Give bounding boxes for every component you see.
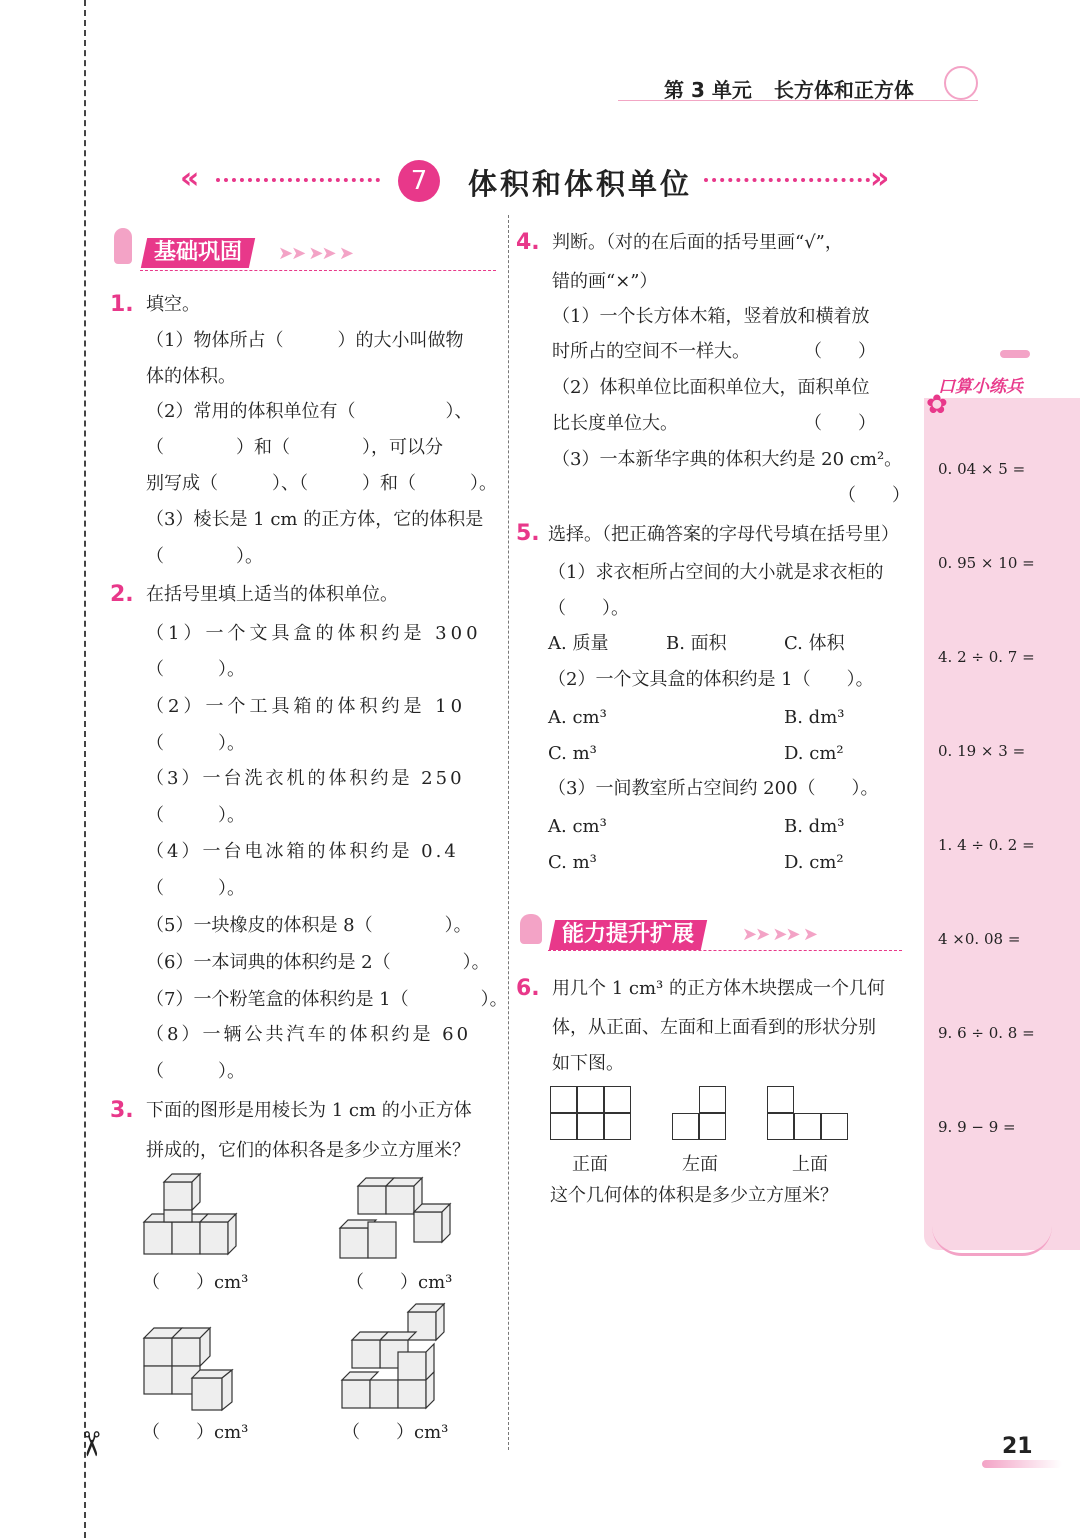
unit-label: 第 3 单元 [664, 78, 752, 102]
q2-line: （6）一本词典的体积约是 2（ ）。 [146, 952, 490, 973]
q1-line: （3）棱长是 1 cm 的正方体，它的体积是 [146, 509, 484, 530]
q3-line: 下面的图形是用棱长为 1 cm 的小正方体 [146, 1100, 472, 1121]
q4-line: 错的画“×”） [552, 271, 658, 292]
sidebar-item: 9. 6 ÷ 0. 8 = [938, 1024, 1035, 1042]
section-banner-basic: 基础巩固 [141, 238, 255, 268]
front-view-label: 正面 [572, 1154, 608, 1175]
q5-option: C. 体积 [784, 633, 845, 654]
flower-icon: ✿ [926, 390, 948, 420]
scissors-icon: ✂ [70, 1429, 111, 1459]
q6-line: 这个几何体的体积是多少立方厘米？ [550, 1185, 838, 1206]
cube-figure-3 [140, 1318, 250, 1418]
q2-line: （ ）。 [146, 733, 245, 754]
lesson-number-badge: 7 [398, 160, 440, 202]
sidebar-item: 4 ×0. 08 = [938, 930, 1021, 948]
q2-line: （4）一台电冰箱的体积约是 0.4 [146, 841, 459, 862]
q1-line: （2）常用的体积单位有（ ）、 [146, 401, 473, 422]
sidebar-item: 9. 9 − 9 = [938, 1118, 1016, 1136]
sidebar-item: 1. 4 ÷ 0. 2 = [938, 836, 1035, 854]
q5-number: 5. [516, 521, 540, 546]
dragonfly-icon [1000, 350, 1030, 358]
sidebar-flourish-icon [932, 1226, 1052, 1256]
q5-option: B. dm³ [784, 816, 845, 837]
front-view-grid [550, 1086, 634, 1144]
q3-answer-1: （ ）cm³ [142, 1272, 249, 1293]
cut-line [84, 0, 86, 1538]
unit-title: 长方体和正方体 [773, 78, 914, 102]
q6-line: 如下图。 [552, 1053, 624, 1074]
page-number: 21 [1002, 1434, 1033, 1459]
q2-line: （ ）。 [146, 805, 245, 826]
boy-mascot-icon [520, 914, 542, 944]
cube-figure-1 [140, 1170, 250, 1260]
title-dots-left [216, 178, 380, 184]
left-view-label: 左面 [682, 1154, 718, 1175]
q2-stem: 在括号里填上适当的体积单位。 [146, 584, 398, 605]
page-number-bar [982, 1460, 1062, 1468]
q3-line: 拼成的，它们的体积各是多少立方厘米？ [146, 1140, 470, 1161]
q2-line: （ ）。 [146, 1061, 245, 1082]
left-view-grid [672, 1086, 730, 1144]
banner-chevrons-icon: ➤➤ ➤➤ ➤ [742, 924, 816, 945]
q3-number: 3. [110, 1098, 134, 1123]
sidebar-title: 口算小练兵 [938, 377, 1023, 397]
q2-number: 2. [110, 582, 134, 607]
q2-line: （5）一块橡皮的体积是 8（ ）。 [146, 915, 472, 936]
sidebar-item: 0. 95 × 10 = [938, 554, 1035, 572]
girl-mascot-icon [114, 228, 132, 264]
column-separator [508, 215, 509, 1450]
q5-line: （3）一间教室所占空间约 200（ ）。 [548, 778, 879, 799]
q3-answer-2: （ ）cm³ [346, 1272, 453, 1293]
q2-line: （7）一个粉笔盒的体积约是 1（ ）。 [146, 989, 508, 1010]
q2-line: （1）一个文具盒的体积约是 300 [146, 623, 482, 644]
q5-option: D. cm² [784, 743, 844, 764]
banner-divider [140, 270, 496, 271]
lesson-title-row [180, 156, 900, 206]
q1-stem: 填空。 [146, 294, 200, 315]
q5-option: A. 质量 [548, 633, 609, 654]
q6-number: 6. [516, 976, 540, 1001]
q1-number: 1. [110, 292, 134, 317]
q5-option: C. m³ [548, 852, 597, 873]
q5-line: （ ）。 [548, 598, 629, 619]
q4-line: 判断。（对的在后面的括号里画“√”， [552, 232, 843, 253]
double-chevron-right-icon: » [870, 161, 890, 196]
q4-line: （1）一个长方体木箱，竖着放和横着放 [552, 306, 870, 327]
section-banner-advanced: 能力提升扩展 [549, 920, 707, 950]
header-underline [618, 100, 978, 108]
q6-line: 体，从正面、左面和上面看到的形状分别 [552, 1017, 876, 1038]
top-view-grid [767, 1086, 853, 1144]
q4-number: 4. [516, 230, 540, 255]
q5-option: B. dm³ [784, 707, 845, 728]
q1-line: 别写成（ ）、（ ）和（ ）。 [146, 473, 497, 494]
q6-line: 用几个 1 cm³ 的正方体木块摆成一个几何 [552, 978, 885, 999]
q5-line: 选择。（把正确答案的字母代号填在括号里） [548, 524, 899, 545]
q4-line: 时所占的空间不一样大。 （ ） [552, 341, 876, 362]
q3-answer-4: （ ）cm³ [342, 1422, 449, 1443]
banner-divider [548, 950, 902, 951]
q5-option: D. cm² [784, 852, 844, 873]
q5-option: A. cm³ [548, 707, 607, 728]
q1-line: 体的体积。 [146, 366, 236, 387]
q1-line: （1）物体所占（ ）的大小叫做物 [146, 330, 464, 351]
lesson-title: 体积和体积单位 [468, 167, 693, 201]
q5-option: C. m³ [548, 743, 597, 764]
decorative-swirl-icon [944, 66, 978, 100]
q2-line: （3）一台洗衣机的体积约是 250 [146, 768, 465, 789]
sidebar-item: 4. 2 ÷ 0. 7 = [938, 648, 1035, 666]
cube-figure-4 [336, 1300, 456, 1412]
q4-line: 比长度单位大。 （ ） [552, 413, 876, 434]
q1-line: （ ）。 [146, 546, 263, 567]
q4-line: （ ） [838, 485, 910, 506]
q1-line: （ ）和（ ），可以分 [146, 437, 443, 458]
q5-option: A. cm³ [548, 816, 607, 837]
cube-figure-2 [336, 1172, 456, 1262]
sidebar-item: 0. 04 × 5 = [938, 460, 1026, 478]
banner-chevrons-icon: ➤➤ ➤➤ ➤ [278, 243, 352, 264]
top-view-label: 上面 [792, 1154, 828, 1175]
q5-line: （2）一个文具盒的体积约是 1（ ）。 [548, 669, 874, 690]
q2-line: （ ）。 [146, 878, 245, 899]
q4-line: （2）体积单位比面积单位大，面积单位 [552, 377, 870, 398]
title-dots-right [704, 178, 870, 184]
q4-line: （3）一本新华字典的体积大约是 20 cm²。 [552, 449, 903, 470]
unit-header [664, 74, 936, 103]
q2-line: （ ）。 [146, 659, 245, 680]
q2-line: （8）一辆公共汽车的体积约是 60 [146, 1024, 472, 1045]
q5-line: （1）求衣柜所占空间的大小就是求衣柜的 [548, 562, 884, 583]
q2-line: （2）一个工具箱的体积约是 10 [146, 696, 467, 717]
q3-answer-3: （ ）cm³ [142, 1422, 249, 1443]
double-chevron-left-icon: « [180, 161, 200, 196]
q5-option: B. 面积 [666, 633, 727, 654]
sidebar-item: 0. 19 × 3 = [938, 742, 1026, 760]
